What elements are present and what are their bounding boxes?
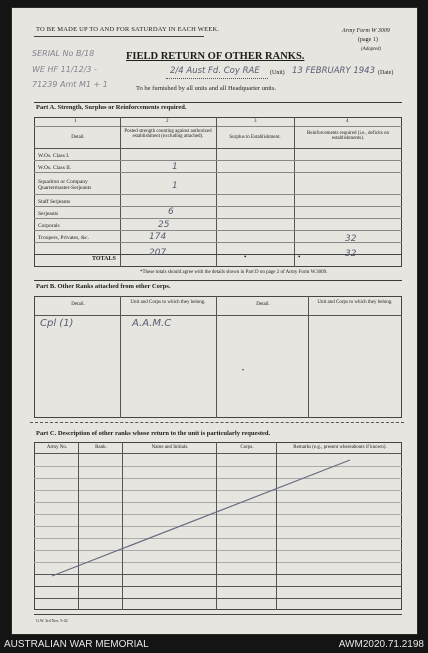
reinf-value: 32 [345,234,357,244]
row-label: Squadron or Company Quartermaster-Serjeants [38,179,92,192]
part-b-header: Unit and Corps to which they belong. [130,300,206,305]
totals-label: TOTALS [92,256,116,262]
col-num-1: 1 [74,119,77,124]
part-c-header: Name and Initials. [151,445,189,450]
part-c-title: Part C. Description of other ranks whose return to the unit is particularly requested. [36,430,271,437]
part-b-entry-unit: A.A.M.C [132,318,172,329]
row-label: Corporals [38,223,60,229]
top-instruction: TO BE MADE UP TO AND FOR SATURDAY IN EACH WEEK. [36,26,220,33]
posted-value: 174 [149,232,167,242]
header-detail: Detail. [71,135,85,140]
date-value: 13 FEBRUARY 1943 [292,66,375,76]
part-c-header: Corps. [240,445,254,450]
date-label: (Date) [378,70,394,76]
col-num-2: 2 [166,119,169,124]
cancel-line [12,8,417,634]
dot-mark: • [242,368,245,374]
bottom-rule [34,614,402,615]
header-posted: Posted strength counting against authorized establishment (excluding attached). [124,129,212,140]
total-reinf: 32 [345,249,357,259]
col-num-3: 3 [254,119,257,124]
col-num-4: 4 [346,119,349,124]
row-label: Serjeants [38,211,59,217]
unit-label: (Unit) [270,70,285,76]
row-label: W.Os. Class I. [38,153,70,159]
furnished-note: To be furnished by all units and all Headquarter units. [136,85,276,92]
posted-value: 25 [158,220,170,230]
form-number: Army Form W 3009 [342,28,390,34]
dot-mark: • [298,253,301,261]
header-reinforcements: Reinforcements required (i.e., deficits on establishments). [306,131,390,142]
part-a-title: Part A. Strength, Surplus or Reinforcements required. [36,104,187,111]
part-b-title: Part B. Other Ranks attached from other Corps. [36,283,171,290]
part-c-header: Rank. [95,445,107,450]
margin-note-1: SERIAL No B/18 [32,49,95,58]
part-b-header: Detail. [71,302,85,307]
margin-note-2: WE HF 11/12/3 - [32,65,97,74]
dot-mark: • [244,253,247,261]
part-b-header: Detail. [256,302,270,307]
form-title: FIELD RETURN OF OTHER RANKS. [126,51,305,62]
adapted-note: (Adapted) [361,47,381,52]
part-b-entry-detail: Cpl (1) [40,318,74,329]
form-sheet [12,8,417,634]
part-c-header: Army No. [46,445,68,450]
part-c-header: Remarks (e.g., present whereabouts if known). [293,445,387,450]
row-label: Staff Serjeants [38,199,71,205]
footer-accession-number: AWM2020.71.2198 [338,639,424,650]
margin-note-3: 71239 Amt M1 + 1 [32,80,108,89]
footer-credit: AUSTRALIAN WAR MEMORIAL [4,639,149,650]
total-posted: 207 [149,248,167,258]
printer-note: G.W. 3rd Nov. 5-42 [36,618,68,623]
posted-value: 6 [168,207,174,217]
part-a-footnote: *These totals should agree with the details shown in Part D on page 2 of Army Form W.3009. [140,270,328,275]
posted-value: 1 [172,181,178,191]
row-label: W.Os. Class II. [38,165,72,171]
posted-value: 1 [172,162,178,172]
header-surplus: Surplus to Establishment. [229,135,281,140]
unit-value: 2/4 Aust Fd. Coy RAE [170,66,260,76]
row-label: Troopers, Privates, &c. [38,235,89,241]
page-number: (page 1) [358,37,378,43]
part-b-header: Unit and Corps to which they belong. [317,300,393,305]
